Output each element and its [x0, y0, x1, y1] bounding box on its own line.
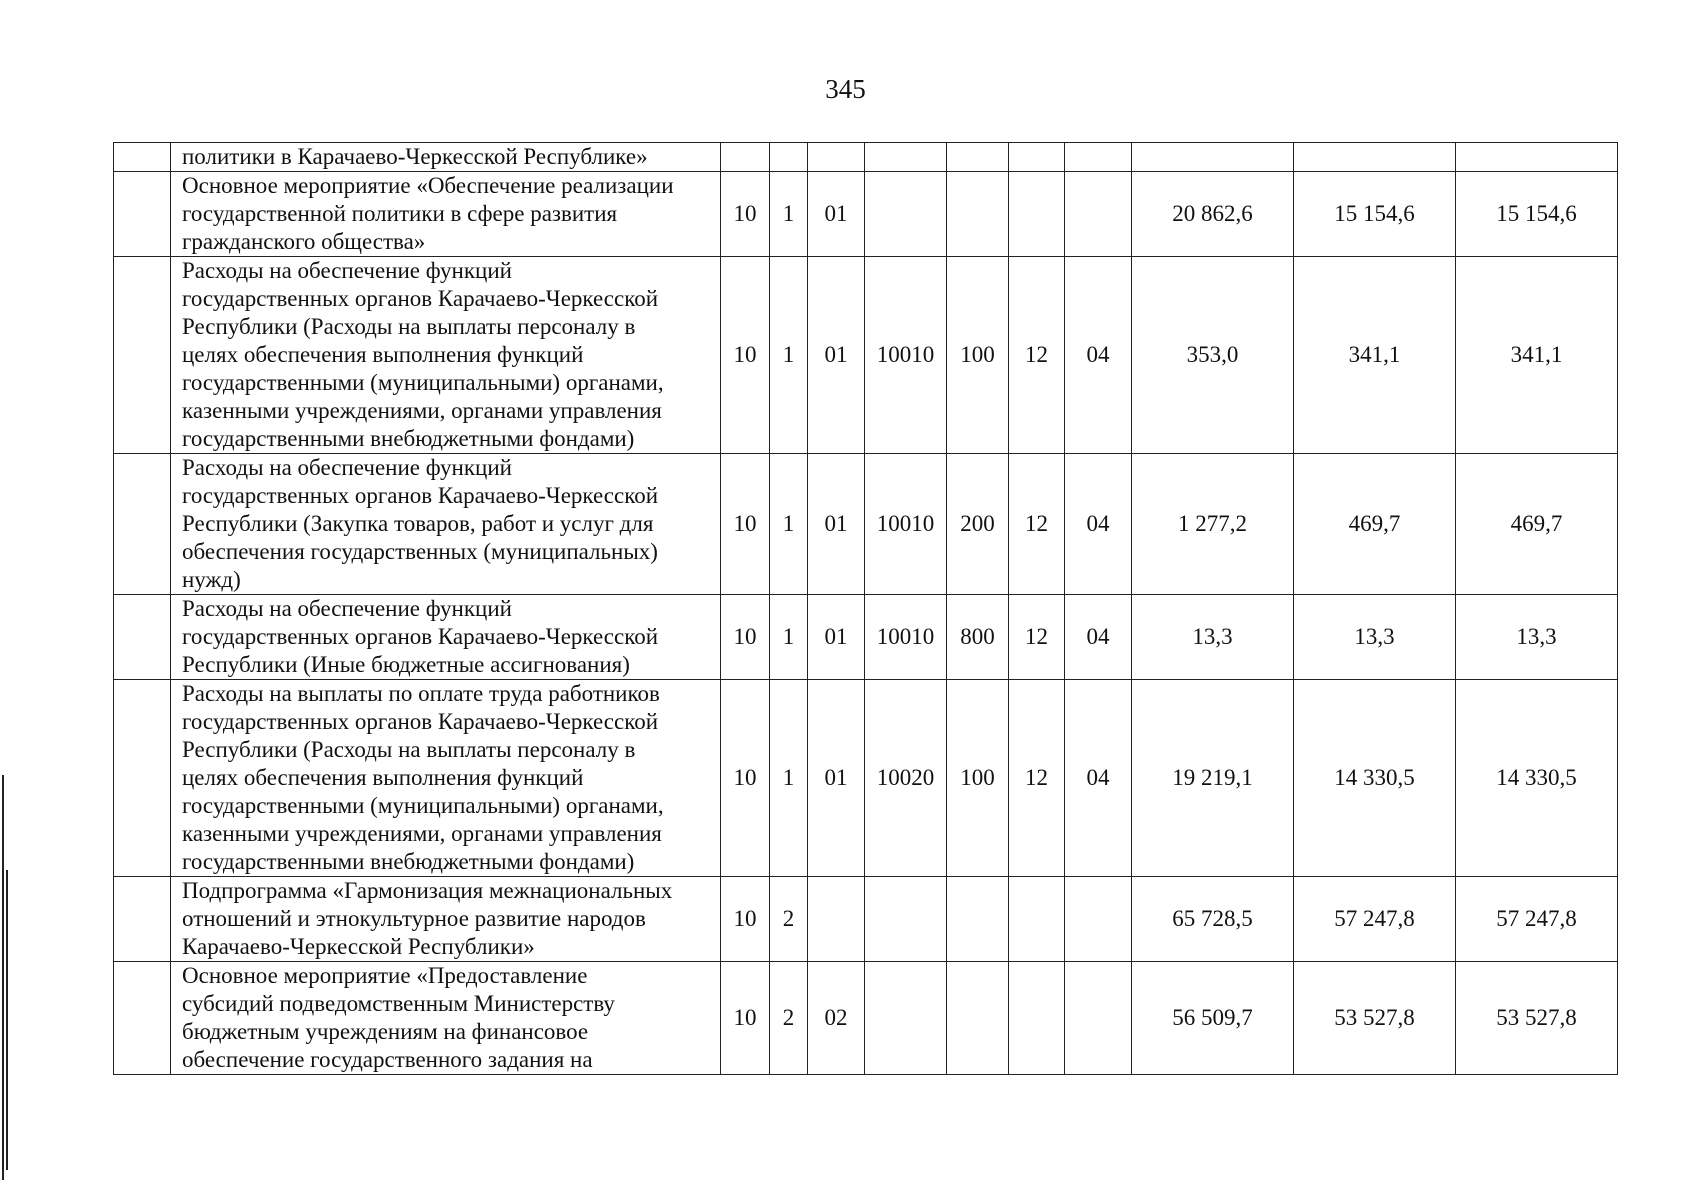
code-cell	[865, 877, 947, 962]
code-cell	[947, 172, 1009, 257]
code-cell: 01	[808, 257, 865, 454]
code-cell	[947, 877, 1009, 962]
row-number-cell	[114, 454, 171, 595]
code-cell: 01	[808, 172, 865, 257]
amount-cell: 353,0	[1132, 257, 1294, 454]
row-number-cell	[114, 172, 171, 257]
code-cell	[770, 143, 808, 172]
amount-cell: 469,7	[1294, 454, 1456, 595]
budget-table	[113, 142, 1618, 1075]
amount-cell	[1294, 143, 1456, 172]
code-cell: 1	[770, 595, 808, 680]
code-cell: 04	[1065, 595, 1132, 680]
code-cell	[1009, 172, 1065, 257]
item-name-cell: Расходы на обеспечение функций государственных органов Карачаево-Черкесской Республики (Расходы на выплаты персоналу в целях обеспечения выполнения функций государственными (муниципальными) органами, казенными учреждениями, органами управления государственными внебюджетными фондами)	[171, 257, 721, 454]
table-row	[114, 172, 1618, 257]
code-cell: 10	[721, 680, 770, 877]
code-cell: 10010	[865, 595, 947, 680]
amount-cell: 57 247,8	[1294, 877, 1456, 962]
item-name-cell: Основное мероприятие «Обеспечение реализации государственной политики в сфере развития гражданского общества»	[171, 172, 721, 257]
code-cell: 10020	[865, 680, 947, 877]
amount-cell: 53 527,8	[1294, 962, 1456, 1075]
amount-cell: 341,1	[1456, 257, 1618, 454]
code-cell: 100	[947, 680, 1009, 877]
code-cell: 1	[770, 680, 808, 877]
code-cell	[947, 143, 1009, 172]
amount-cell	[1132, 143, 1294, 172]
code-cell	[865, 172, 947, 257]
table-row	[114, 143, 1618, 172]
code-cell	[721, 143, 770, 172]
code-cell	[1065, 172, 1132, 257]
code-cell: 12	[1009, 680, 1065, 877]
amount-cell: 14 330,5	[1456, 680, 1618, 877]
amount-cell: 1 277,2	[1132, 454, 1294, 595]
amount-cell	[1456, 143, 1618, 172]
code-cell	[1065, 143, 1132, 172]
code-cell: 04	[1065, 454, 1132, 595]
code-cell: 1	[770, 454, 808, 595]
code-cell: 02	[808, 962, 865, 1075]
amount-cell: 15 154,6	[1294, 172, 1456, 257]
item-name-cell: Основное мероприятие «Предоставление субсидий подведомственным Министерству бюджетным учреждениям на финансовое обеспечение государственного задания на	[171, 962, 721, 1075]
row-number-cell	[114, 257, 171, 454]
code-cell: 01	[808, 454, 865, 595]
page-number: 345	[825, 74, 866, 104]
code-cell: 800	[947, 595, 1009, 680]
code-cell	[865, 962, 947, 1075]
code-cell	[947, 962, 1009, 1075]
table-row	[114, 454, 1618, 595]
amount-cell: 19 219,1	[1132, 680, 1294, 877]
code-cell	[865, 143, 947, 172]
code-cell: 10	[721, 172, 770, 257]
code-cell: 2	[770, 962, 808, 1075]
code-cell	[1009, 143, 1065, 172]
code-cell: 10	[721, 595, 770, 680]
table-row	[114, 680, 1618, 877]
code-cell	[808, 877, 865, 962]
code-cell: 100	[947, 257, 1009, 454]
code-cell: 12	[1009, 257, 1065, 454]
code-cell: 10	[721, 877, 770, 962]
code-cell: 12	[1009, 595, 1065, 680]
code-cell	[1009, 962, 1065, 1075]
code-cell: 10	[721, 962, 770, 1075]
table-row	[114, 257, 1618, 454]
row-number-cell	[114, 680, 171, 877]
code-cell: 10010	[865, 257, 947, 454]
amount-cell: 14 330,5	[1294, 680, 1456, 877]
code-cell: 12	[1009, 454, 1065, 595]
item-name-cell: Расходы на обеспечение функций государственных органов Карачаево-Черкесской Республики (Закупка товаров, работ и услуг для обеспечения государственных (муниципальных) нужд)	[171, 454, 721, 595]
scan-edge-mark	[2, 775, 4, 1180]
table-row	[114, 962, 1618, 1075]
code-cell: 04	[1065, 680, 1132, 877]
code-cell: 10	[721, 257, 770, 454]
table-row	[114, 877, 1618, 962]
amount-cell: 56 509,7	[1132, 962, 1294, 1075]
amount-cell: 13,3	[1294, 595, 1456, 680]
amount-cell: 13,3	[1456, 595, 1618, 680]
code-cell: 1	[770, 172, 808, 257]
row-number-cell	[114, 877, 171, 962]
code-cell: 10	[721, 454, 770, 595]
item-name-cell: Расходы на выплаты по оплате труда работников государственных органов Карачаево-Черкесской Республики (Расходы на выплаты персоналу в целях обеспечения выполнения функций государственными (муниципальными) органами, казенными учреждениями, органами управления государственными внебюджетными фондами)	[171, 680, 721, 877]
amount-cell: 20 862,6	[1132, 172, 1294, 257]
amount-cell: 15 154,6	[1456, 172, 1618, 257]
scan-edge-mark	[6, 870, 8, 1170]
code-cell	[1065, 962, 1132, 1075]
amount-cell: 53 527,8	[1456, 962, 1618, 1075]
code-cell: 200	[947, 454, 1009, 595]
code-cell	[1065, 877, 1132, 962]
amount-cell: 13,3	[1132, 595, 1294, 680]
row-number-cell	[114, 595, 171, 680]
table-row	[114, 595, 1618, 680]
code-cell: 2	[770, 877, 808, 962]
amount-cell: 65 728,5	[1132, 877, 1294, 962]
code-cell: 1	[770, 257, 808, 454]
amount-cell: 57 247,8	[1456, 877, 1618, 962]
row-number-cell	[114, 962, 171, 1075]
code-cell	[1009, 877, 1065, 962]
amount-cell: 469,7	[1456, 454, 1618, 595]
code-cell: 04	[1065, 257, 1132, 454]
code-cell	[808, 143, 865, 172]
code-cell: 10010	[865, 454, 947, 595]
row-number-cell	[114, 143, 171, 172]
code-cell: 01	[808, 680, 865, 877]
code-cell: 01	[808, 595, 865, 680]
amount-cell: 341,1	[1294, 257, 1456, 454]
item-name-cell: политики в Карачаево-Черкесской Республике»	[171, 143, 721, 172]
item-name-cell: Расходы на обеспечение функций государственных органов Карачаево-Черкесской Республики (Иные бюджетные ассигнования)	[171, 595, 721, 680]
item-name-cell: Подпрограмма «Гармонизация межнациональных отношений и этнокультурное развитие народов Карачаево-Черкесской Республики»	[171, 877, 721, 962]
